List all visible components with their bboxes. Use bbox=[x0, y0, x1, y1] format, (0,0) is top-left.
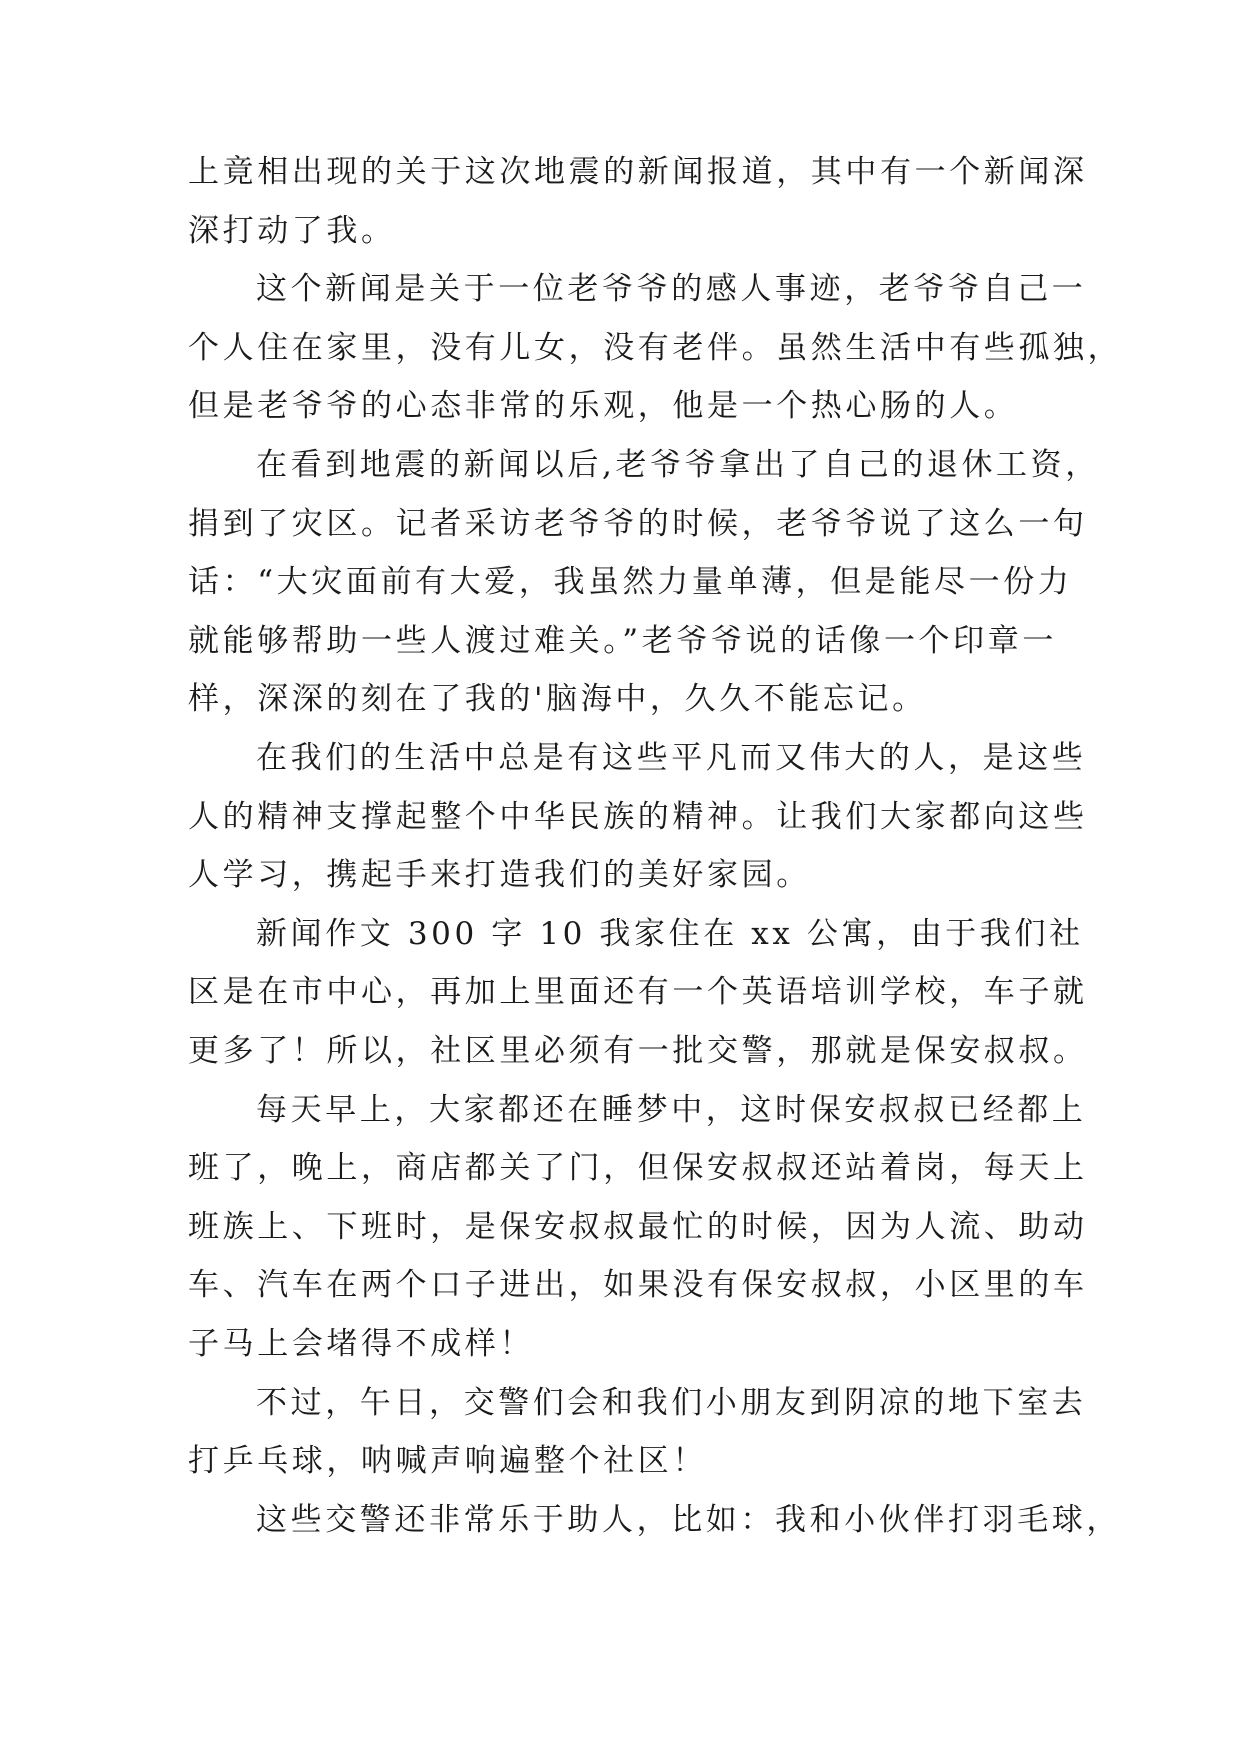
text-line: 班族上、下班时，是保安叔叔最忙的时候，因为人流、助动 bbox=[188, 1209, 1088, 1245]
text-line: 深打动了我。 bbox=[188, 213, 396, 249]
text-line: 打乒乓球，呐喊声响遍整个社区！ bbox=[188, 1443, 707, 1479]
text-line: 样，深深的刻在了我的'脑海中，久久不能忘记。 bbox=[188, 681, 927, 717]
text-line: 子马上会堵得不成样！ bbox=[188, 1326, 534, 1362]
text-line: 人的精神支撑起整个中华民族的精神。让我们大家都向这些 bbox=[188, 799, 1088, 835]
text-line: 个人住在家里，没有儿女，没有老伴。虽然生活中有些孤独， bbox=[188, 330, 1123, 366]
text-line: 但是老爷爷的心态非常的乐观，他是一个热心肠的人。 bbox=[188, 388, 1019, 424]
text-line: 在我们的生活中总是有这些平凡而又伟大的人，是这些 bbox=[256, 740, 1087, 776]
text-line: 每天早上，大家都还在睡梦中，这时保安叔叔已经都上 bbox=[256, 1092, 1087, 1128]
text-line: 车、汽车在两个口子进出，如果没有保安叔叔，小区里的车 bbox=[188, 1267, 1088, 1303]
text-line: 上竟相出现的关于这次地震的新闻报道，其中有一个新闻深 bbox=[188, 154, 1088, 190]
text-line: 新闻作文 300 字 10 我家住在 xx 公寓，由于我们社 bbox=[256, 916, 1084, 952]
text-line: 班了，晚上，商店都关了门，但保安叔叔还站着岗，每天上 bbox=[188, 1150, 1088, 1186]
text-line: 人学习，携起手来打造我们的美好家园。 bbox=[188, 857, 811, 893]
text-line: 就能够帮助一些人渡过难关。”老爷爷说的话像一个印章一 bbox=[188, 623, 1057, 659]
text-line: 在看到地震的新闻以后,老爷爷拿出了自己的退休工资， bbox=[256, 447, 1100, 483]
text-line: 区是在市中心，再加上里面还有一个英语培训学校，车子就 bbox=[188, 974, 1088, 1010]
text-line: 更多了！所以，社区里必须有一批交警，那就是保安叔叔。 bbox=[188, 1033, 1088, 1069]
text-line: 这些交警还非常乐于助人，比如：我和小伙伴打羽毛球， bbox=[256, 1502, 1121, 1538]
text-line: 这个新闻是关于一位老爷爷的感人事迹，老爷爷自己一 bbox=[256, 271, 1087, 307]
text-line: 不过，午日，交警们会和我们小朋友到阴凉的地下室去 bbox=[256, 1385, 1087, 1421]
text-line: 话：“大灾面前有大爱，我虽然力量单薄，但是能尽一份力 bbox=[188, 564, 1073, 600]
text-line: 捐到了灾区。记者采访老爷爷的时候，老爷爷说了这么一句 bbox=[188, 506, 1088, 542]
